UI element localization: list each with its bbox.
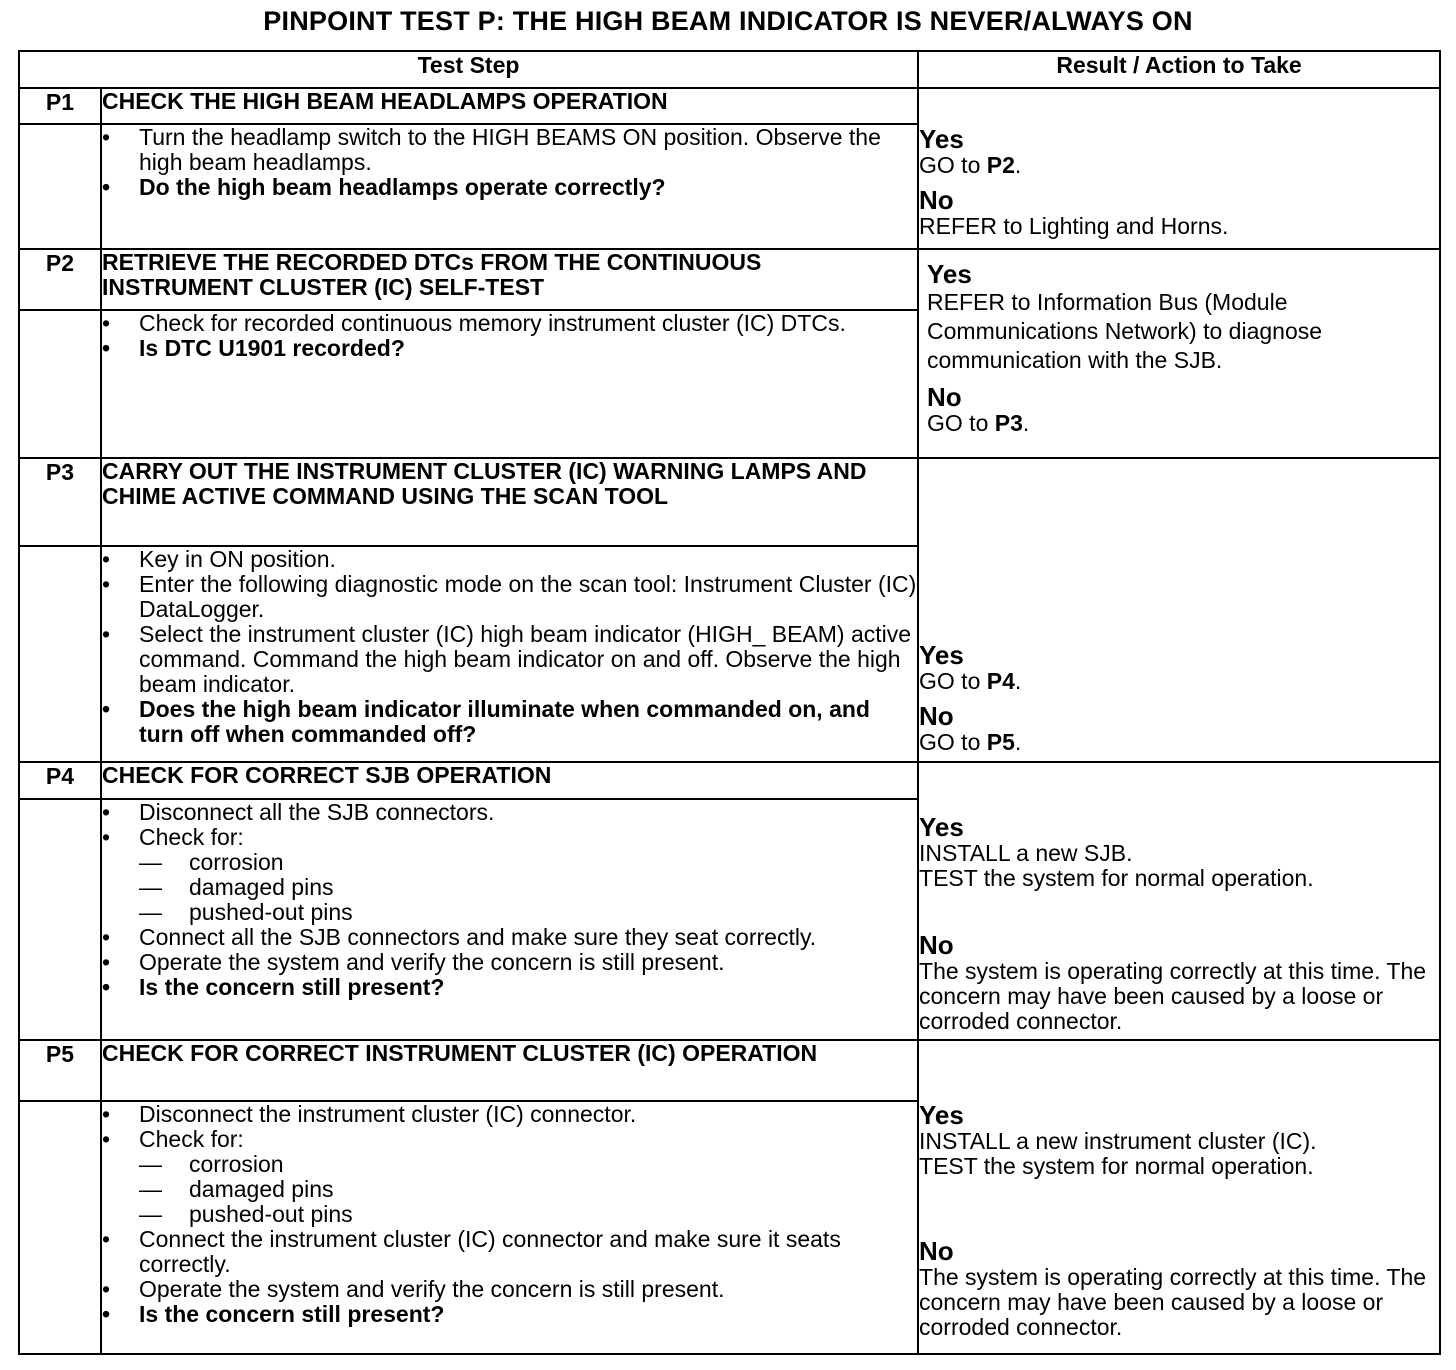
- step-id-spacer: [19, 546, 101, 762]
- step-id-spacer: [19, 1101, 101, 1354]
- step-p4-result: [918, 762, 1440, 1040]
- yes-label: Yes: [919, 812, 964, 843]
- action-prefix: GO to: [919, 729, 987, 756]
- step-id: P4: [19, 762, 101, 799]
- yes-block: [919, 813, 1439, 891]
- yes-action: [919, 669, 1439, 694]
- step-instructions: [102, 1102, 917, 1327]
- yes-block: [919, 1101, 1439, 1179]
- check-list-item: — corrosion: [139, 850, 917, 875]
- check-list-item: — damaged pins: [139, 875, 917, 900]
- no-action: [919, 730, 1439, 755]
- step-body: [101, 546, 918, 762]
- action-suffix: .: [1014, 151, 1022, 178]
- step-id-spacer: [19, 124, 101, 248]
- no-block: [919, 186, 1439, 239]
- instruction-item: • Connect all the SJB connectors and make sure they seat correctly.: [102, 925, 917, 950]
- yes-label: Yes: [919, 123, 964, 154]
- step-p1-title-row: [19, 88, 1440, 125]
- step-reference: P3: [994, 409, 1023, 436]
- yes-block: [927, 260, 1439, 375]
- instruction-item: [102, 1127, 917, 1227]
- step-p2-title-row: [19, 249, 1440, 310]
- step-title: CHECK THE HIGH BEAM HEADLAMPS OPERATION: [101, 88, 918, 125]
- instruction-item: • Operate the system and verify the concern is still present.: [102, 1277, 917, 1302]
- check-for-label: Check for:: [139, 1126, 244, 1153]
- check-list: [139, 850, 917, 925]
- action-prefix: GO to: [927, 409, 995, 436]
- yes-label: Yes: [927, 258, 972, 289]
- instruction-item: • Turn the headlamp switch to the HIGH BEAMS ON position. Observe the high beam headlamps.: [102, 125, 917, 175]
- action-prefix: GO to: [919, 668, 987, 695]
- step-p3-result: [918, 458, 1440, 762]
- step-instructions: [102, 125, 917, 200]
- action-prefix: GO to: [919, 151, 987, 178]
- no-action: The system is operating correctly at this time. The concern may have been caused by a loose or corroded connector.: [919, 1264, 1427, 1341]
- step-p5-result: [918, 1040, 1440, 1354]
- step-id: P3: [19, 458, 101, 546]
- step-question: • Is the concern still present?: [102, 1302, 917, 1327]
- step-question: • Do the high beam headlamps operate correctly?: [102, 175, 917, 200]
- yes-action-line: INSTALL a new instrument cluster (IC).: [919, 1128, 1317, 1155]
- step-reference: P2: [986, 151, 1015, 178]
- step-id-spacer: [19, 310, 101, 459]
- yes-action-line: INSTALL a new SJB.: [919, 840, 1133, 867]
- instruction-item: • Disconnect all the SJB connectors.: [102, 800, 917, 825]
- check-list-item: — damaged pins: [139, 1177, 917, 1202]
- step-body: [101, 124, 918, 248]
- step-question: • Does the high beam indicator illuminate when commanded on, and turn off when commanded off?: [102, 697, 917, 747]
- no-action: The system is operating correctly at this time. The concern may have been caused by a loose or corroded connector.: [919, 958, 1427, 1035]
- header-test-step: Test Step: [19, 51, 918, 88]
- step-p1-result: [918, 88, 1440, 249]
- instruction-item: • Operate the system and verify the concern is still present.: [102, 950, 917, 975]
- step-body: [101, 1101, 918, 1354]
- step-id: P2: [19, 249, 101, 310]
- instruction-item: • Enter the following diagnostic mode on the scan tool: Instrument Cluster (IC) DataLogger.: [102, 572, 917, 622]
- step-id-spacer: [19, 799, 101, 1040]
- step-reference: P4: [986, 668, 1015, 695]
- no-action: [927, 411, 1439, 436]
- instruction-item: • Key in ON position.: [102, 547, 917, 572]
- header-result: Result / Action to Take: [918, 51, 1440, 88]
- instruction-item: • Disconnect the instrument cluster (IC) connector.: [102, 1102, 917, 1127]
- yes-action: [919, 153, 1439, 178]
- instruction-item: • Connect the instrument cluster (IC) connector and make sure it seats correctly.: [102, 1227, 917, 1277]
- no-label: No: [927, 381, 962, 412]
- action-suffix: .: [1022, 409, 1030, 436]
- yes-block: [919, 125, 1439, 178]
- step-title: CHECK FOR CORRECT INSTRUMENT CLUSTER (IC) OPERATION: [101, 1040, 918, 1101]
- check-list-item: — corrosion: [139, 1152, 917, 1177]
- yes-label: Yes: [919, 640, 964, 671]
- no-block: [927, 383, 1439, 436]
- step-instructions: [102, 547, 917, 747]
- step-question: • Is DTC U1901 recorded?: [102, 336, 917, 361]
- step-body: [101, 310, 918, 459]
- step-id: P1: [19, 88, 101, 125]
- step-question: • Is the concern still present?: [102, 975, 917, 1000]
- instruction-item: • Check for recorded continuous memory instrument cluster (IC) DTCs.: [102, 311, 917, 336]
- yes-block: [919, 641, 1439, 694]
- no-label: No: [919, 930, 954, 961]
- action-suffix: .: [1014, 668, 1022, 695]
- yes-label: Yes: [919, 1100, 964, 1131]
- check-list-item: — pushed-out pins: [139, 900, 917, 925]
- step-title: RETRIEVE THE RECORDED DTCs FROM THE CONTINUOUS INSTRUMENT CLUSTER (IC) SELF-TEST: [101, 249, 918, 310]
- step-title: CARRY OUT THE INSTRUMENT CLUSTER (IC) WARNING LAMPS AND CHIME ACTIVE COMMAND USING THE SCAN TOOL: [101, 458, 918, 546]
- step-p4-title-row: [19, 762, 1440, 799]
- page-title: PINPOINT TEST P: THE HIGH BEAM INDICATOR IS NEVER/ALWAYS ON: [263, 6, 1193, 36]
- no-block: [919, 931, 1439, 1034]
- step-p3-title-row: [19, 458, 1440, 546]
- check-list-item: — pushed-out pins: [139, 1202, 917, 1227]
- no-block: [919, 702, 1439, 755]
- yes-action-line: TEST the system for normal operation.: [919, 1153, 1314, 1180]
- step-p2-result: [918, 249, 1440, 459]
- check-list: [139, 1152, 917, 1227]
- no-label: No: [919, 184, 954, 215]
- yes-action-line: TEST the system for normal operation.: [919, 865, 1314, 892]
- step-id: P5: [19, 1040, 101, 1101]
- pinpoint-test-table: [18, 50, 1441, 1355]
- instruction-item: • Select the instrument cluster (IC) high beam indicator (HIGH_ BEAM) active command. Command the high beam indicator on and off. Observe the high beam indicator.: [102, 622, 917, 697]
- step-instructions: [102, 800, 917, 1000]
- no-block: [919, 1237, 1439, 1340]
- step-instructions: [102, 311, 917, 361]
- check-for-label: Check for:: [139, 823, 244, 850]
- step-reference: P5: [986, 729, 1015, 756]
- no-label: No: [919, 1236, 954, 1267]
- table-header-row: [19, 51, 1440, 88]
- step-body: [101, 799, 918, 1040]
- step-p5-title-row: [19, 1040, 1440, 1101]
- instruction-item: [102, 825, 917, 925]
- no-action: REFER to Lighting and Horns.: [919, 212, 1229, 239]
- no-label: No: [919, 701, 954, 732]
- action-suffix: .: [1014, 729, 1022, 756]
- step-title: CHECK FOR CORRECT SJB OPERATION: [101, 762, 918, 799]
- yes-action: REFER to Information Bus (Module Communications Network) to diagnose communication with the SJB.: [927, 288, 1323, 373]
